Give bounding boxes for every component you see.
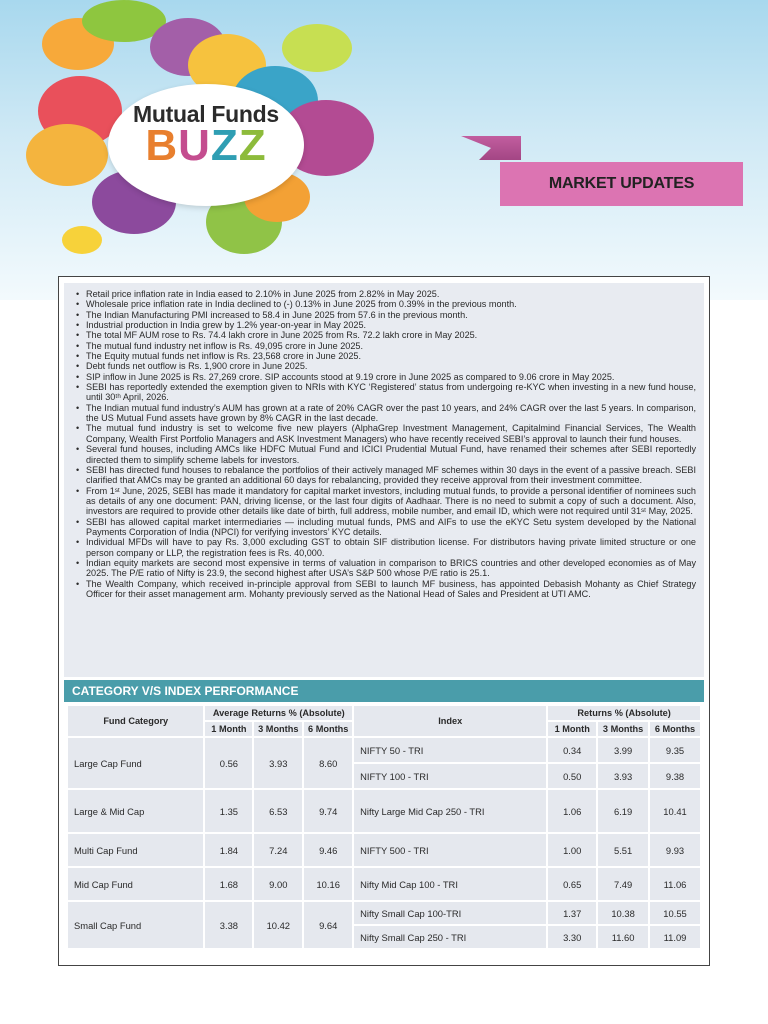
market-update-item: • Retail price inflation rate in India eased to 2.10% in June 2025 from 2.82% in May 2025.	[74, 289, 696, 299]
avg-return-1m: 3.38	[204, 901, 253, 949]
index-name-cell: NIFTY 50 - TRI	[353, 737, 547, 763]
market-updates-list	[64, 283, 704, 599]
header-fund-category: Fund Category	[67, 705, 204, 737]
fund-category-cell: Large Cap Fund	[67, 737, 204, 789]
index-return-6m: 10.41	[649, 789, 701, 833]
avg-return-3m: 6.53	[253, 789, 303, 833]
performance-title: CATEGORY V/S INDEX PERFORMANCE	[72, 684, 299, 698]
market-update-item: • SEBI has reportedly extended the exemption given to NRIs with KYC ‘Registered’ status from undergoing re-KYC when investing in a new fund house, until 30ᵗʰ April, 2026.	[74, 382, 696, 403]
header-1-month: 1 Month	[547, 721, 597, 737]
section-title: MARKET UPDATES	[548, 175, 695, 192]
header-3-months: 3 Months	[597, 721, 649, 737]
index-return-3m: 7.49	[597, 867, 649, 901]
index-name-cell: Nifty Large Mid Cap 250 - TRI	[353, 789, 547, 833]
performance-table	[66, 704, 702, 950]
market-update-item: • Individual MFDs will have to pay Rs. 3,000 excluding GST to obtain SIF distribution license. For distributors having private limited structure or one person company or LLP, the registration fees is Rs. 40,000.	[74, 537, 696, 558]
market-update-item: • SEBI has allowed capital market intermediaries — including mutual funds, PMS and AIFs to use the eKYC Setu system developed by the National Payments Corporation of India (NPCI) for verifying investors’ KYC details.	[74, 517, 696, 538]
avg-return-1m: 1.68	[204, 867, 253, 901]
index-return-6m: 9.93	[649, 833, 701, 867]
logo-buzz	[118, 121, 294, 170]
index-return-1m: 3.30	[547, 925, 597, 949]
index-name-cell: Nifty Small Cap 250 - TRI	[353, 925, 547, 949]
market-update-item: • The mutual fund industry is set to welcome five new players (AlphaGrep Investment Management, Capitalmind Financial Services, The Wealth Company, Wealth First Portfolio Managers and ASK Investment Managers) who have recently received SEBI’s approval to launch their fund houses.	[74, 423, 696, 444]
index-return-3m: 6.19	[597, 789, 649, 833]
index-return-1m: 0.34	[547, 737, 597, 763]
index-return-3m: 10.38	[597, 901, 649, 925]
speech-bubble-decoration	[26, 124, 108, 186]
index-return-1m: 0.50	[547, 763, 597, 789]
avg-return-3m: 10.42	[253, 901, 303, 949]
logo-letter: Z	[210, 121, 239, 170]
avg-return-6m: 9.46	[303, 833, 353, 867]
header-1-month: 1 Month	[204, 721, 253, 737]
header-returns: Returns % (Absolute)	[547, 705, 701, 721]
market-update-item: • The Indian Manufacturing PMI increased to 58.4 in June 2025 from 57.6 in the previous month.	[74, 310, 696, 320]
avg-return-3m: 7.24	[253, 833, 303, 867]
header-average-returns: Average Returns % (Absolute)	[204, 705, 353, 721]
market-update-item: • Indian equity markets are second most expensive in terms of valuation in comparison to BRICS countries and other developed economies as of May 2025. The P/E ratio of Nifty is 23.9, the second highest after USA’s S&P 500 whose P/E ratio is 25.1.	[74, 558, 696, 579]
index-name-cell: NIFTY 500 - TRI	[353, 833, 547, 867]
avg-return-1m: 1.35	[204, 789, 253, 833]
avg-return-1m: 1.84	[204, 833, 253, 867]
market-update-item: • The Equity mutual funds net inflow is Rs. 23,568 crore in June 2025.	[74, 351, 696, 361]
index-name-cell: Nifty Mid Cap 100 - TRI	[353, 867, 547, 901]
index-return-6m: 10.55	[649, 901, 701, 925]
avg-return-6m: 10.16	[303, 867, 353, 901]
index-return-1m: 1.37	[547, 901, 597, 925]
index-return-1m: 1.00	[547, 833, 597, 867]
market-update-item: • SEBI has directed fund houses to rebalance the portfolios of their actively managed MF schemes within 30 days in the event of a passive breach. SEBI clarified that AMCs may be granted an additional 60 days for rebalancing, provided they receive approval from their investment committee.	[74, 465, 696, 486]
market-updates-panel	[64, 283, 704, 677]
market-update-item: • From 1ˢᵗ June, 2025, SEBI has made it mandatory for capital market investors, including mutual funds, to provide a personal identifier of nominees such as details of any one document: PAN, driving license, or the last four digits of Aadhaar. There is no need to submit a copy of such a document. Also, investors are required to provide other details like date of birth, full address, mobile number, and email ID, which were not required until 31ˢᵗ May, 2025.	[74, 486, 696, 517]
market-update-item: • Several fund houses, including AMCs like HDFC Mutual Fund and ICICI Prudential Mutual Fund, have renamed their schemes after SEBI reportedly directed them to simplify scheme labels for investors.	[74, 444, 696, 465]
market-update-item: • Debt funds net outflow is Rs. 1,900 crore in June 2025.	[74, 361, 696, 371]
market-update-item: • The mutual fund industry net inflow is Rs. 49,095 crore in June 2025.	[74, 341, 696, 351]
fund-category-cell: Mid Cap Fund	[67, 867, 204, 901]
index-return-3m: 3.99	[597, 737, 649, 763]
logo-letter: Z	[238, 121, 267, 170]
header-6-months: 6 Months	[303, 721, 353, 737]
index-return-3m: 11.60	[597, 925, 649, 949]
index-return-1m: 1.06	[547, 789, 597, 833]
avg-return-1m: 0.56	[204, 737, 253, 789]
market-update-item: • The total MF AUM rose to Rs. 74.4 lakh crore in June 2025 from Rs. 72.2 lakh crore in May 2025.	[74, 330, 696, 340]
fund-category-cell: Multi Cap Fund	[67, 833, 204, 867]
index-return-6m: 9.38	[649, 763, 701, 789]
index-return-3m: 5.51	[597, 833, 649, 867]
fund-category-cell: Large & Mid Cap	[67, 789, 204, 833]
index-return-6m: 11.06	[649, 867, 701, 901]
speech-bubble-decoration	[282, 24, 352, 72]
header-3-months: 3 Months	[253, 721, 303, 737]
market-update-item: • The Wealth Company, which received in-principle approval from SEBI to launch MF business, has appointed Debasish Mohanty as Chief Strategy Officer for their asset management arm. Mohanty previously served as the National Head of Sales and President at UTI AMC.	[74, 579, 696, 600]
logo-letter: B	[145, 121, 179, 170]
avg-return-6m: 9.74	[303, 789, 353, 833]
header-6-months: 6 Months	[649, 721, 701, 737]
market-update-item: • SIP inflow in June 2025 is Rs. 27,269 crore. SIP accounts stood at 9.19 crore in June 2025 as compared to 9.06 crore in May 2025.	[74, 372, 696, 382]
avg-return-6m: 8.60	[303, 737, 353, 789]
index-return-6m: 11.09	[649, 925, 701, 949]
market-update-item: • Wholesale price inflation rate in India declined to (-) 0.13% in June 2025 from 0.39% in the previous month.	[74, 299, 696, 309]
index-return-3m: 3.93	[597, 763, 649, 789]
index-name-cell: Nifty Small Cap 100-TRI	[353, 901, 547, 925]
logo-letter: U	[178, 121, 211, 170]
header-index: Index	[353, 705, 547, 737]
speech-bubble-decoration	[62, 226, 102, 254]
fund-category-cell: Small Cap Fund	[67, 901, 204, 949]
index-return-1m: 0.65	[547, 867, 597, 901]
performance-title-bar	[64, 680, 704, 702]
section-title-banner	[500, 162, 743, 206]
market-update-item: • Industrial production in India grew by 1.2% year-on-year in May 2025.	[74, 320, 696, 330]
avg-return-6m: 9.64	[303, 901, 353, 949]
index-name-cell: NIFTY 100 - TRI	[353, 763, 547, 789]
index-return-6m: 9.35	[649, 737, 701, 763]
avg-return-3m: 3.93	[253, 737, 303, 789]
market-update-item: • The Indian mutual fund industry’s AUM has grown at a rate of 20% CAGR over the past 10 years, and 24% CAGR over the last 5 years. In comparison, the US Mutual Fund assets have grown by 8% CAGR in the last decade.	[74, 403, 696, 424]
logo-title: Mutual Funds	[133, 101, 279, 127]
avg-return-3m: 9.00	[253, 867, 303, 901]
